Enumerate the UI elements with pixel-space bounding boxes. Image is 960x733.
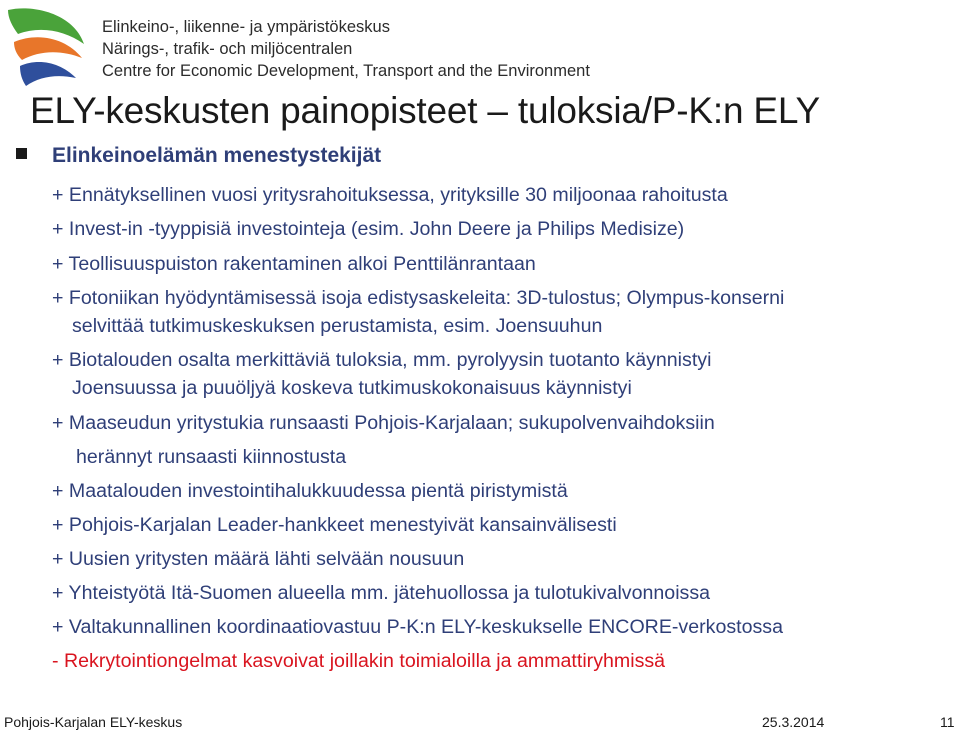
list-item: + Fotoniikan hyödyntämisessä isoja edistysaskeleita: 3D-tulostus; Olympus-konserni [52,287,785,309]
footer-date: 25.3.2014 [762,714,825,730]
ely-logo [4,4,86,88]
org-name-fi: Elinkeino-, liikenne- ja ympäristökeskus [102,18,390,36]
logo-orange-leaf [14,37,82,60]
list-item: + Uusien yritysten määrä lähti selvään nousuun [52,548,465,570]
logo-blue-leaf [20,62,76,86]
list-item: + Teollisuuspuiston rakentaminen alkoi Penttilänrantaan [52,253,536,275]
list-item: + Maatalouden investointihalukkuudessa pientä piristymistä [52,480,568,502]
square-bullet-icon [16,148,27,159]
list-item: + Ennätyksellinen vuosi yritysrahoituksessa, yrityksille 30 miljoonaa rahoitusta [52,184,728,206]
list-item-negative: - Rekrytointiongelmat kasvoivat joillakin toimialoilla ja ammattiryhmissä [52,650,666,672]
footer-page-number: 11 [940,714,955,730]
footer-organization: Pohjois-Karjalan ELY-keskus [4,714,183,730]
list-item: + Pohjois-Karjalan Leader-hankkeet menestyivät kansainvälisesti [52,514,617,536]
list-item: + Maaseudun yritystukia runsaasti Pohjois-Karjalaan; sukupolvenvaihdoksiin [52,412,715,434]
list-item-continuation: herännyt runsaasti kiinnostusta [76,446,347,468]
section-title: Elinkeinoelämän menestystekijät [52,144,382,167]
org-name-en: Centre for Economic Development, Transport and the Environment [102,62,590,80]
slide-title: ELY-keskusten painopisteet – tuloksia/P-K:n ELY [30,90,821,131]
list-item: + Invest-in -tyyppisiä investointeja (esim. John Deere ja Philips Medisize) [52,218,685,240]
list-item: + Biotalouden osalta merkittäviä tuloksia, mm. pyrolyysin tuotanto käynnistyi [52,349,712,371]
list-item-continuation: Joensuussa ja puuöljyä koskeva tutkimuskokonaisuus käynnistyi [72,377,632,399]
list-item: + Yhteistyötä Itä-Suomen alueella mm. jätehuollossa ja tulotukivalvonnoissa [52,582,711,604]
org-name-sv: Närings-, trafik- och miljöcentralen [102,40,353,58]
list-item-continuation: selvittää tutkimuskeskuksen perustamista, esim. Joensuuhun [72,315,603,337]
list-item: + Valtakunnallinen koordinaatiovastuu P-K:n ELY-keskukselle ENCORE-verkostossa [52,616,783,638]
organization-name [102,16,590,82]
